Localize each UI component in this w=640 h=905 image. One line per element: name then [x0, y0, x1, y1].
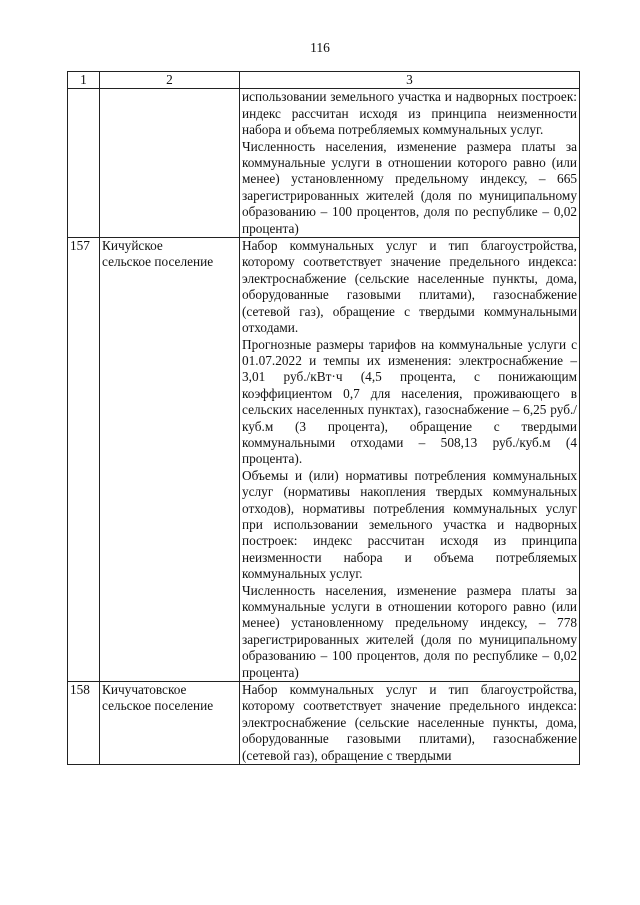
row-description-cell [240, 238, 580, 682]
description-paragraph: Набор коммунальных услуг и тип благоустройства, которому соответствует значение предельного индекса: электроснабжение (сельские населенные пункты, дома, оборудованные газовыми плитами), газоснабжение (сетевой газ), обращение с твердыми коммунальными отходами. [242, 238, 577, 336]
row-description-cell [240, 89, 580, 238]
description-paragraph: Объемы и (или) нормативы потребления коммунальных услуг (нормативы накопления твердых коммунальных отходов), нормативы потребления коммунальных услуг при использовании земельного участка и надворных построек: индекс рассчитан исходя из принципа неизменности набора и объема потребляемых коммунальных услуг. [242, 467, 577, 582]
table-row-158 [68, 682, 580, 765]
description-paragraph: Прогнозные размеры тарифов на коммунальные услуги с 01.07.2022 и темпы их изменения: электроснабжение – 3,01 руб./кВт·ч (4,5 процента, с понижающим коэффициентом 0,7 для населения, проживающего в сельских населенных пунктах), газоснабжение – 6,25 руб./куб.м (3 процента), обращение с твердыми коммунальными отходами – 508,13 руб./куб.м (4 процента). [242, 336, 577, 467]
row-number-cell: 158 [68, 682, 100, 765]
table-row-continuation [68, 89, 580, 238]
row-name-cell [100, 89, 240, 238]
column-header-2: 2 [100, 72, 240, 89]
column-header-1: 1 [68, 72, 100, 89]
settlement-type: сельское поселение [102, 254, 214, 270]
column-header-3: 3 [240, 72, 580, 89]
settlement-name: Кичучатовское [102, 682, 187, 698]
page-number: 116 [310, 40, 330, 55]
tariff-table [67, 71, 580, 765]
row-name-cell [100, 238, 240, 682]
settlement-type: сельское поселение [102, 698, 214, 714]
row-number-cell: 157 [68, 238, 100, 682]
header-row [68, 72, 580, 89]
description-paragraph: Численность населения, изменение размера платы за коммунальные услуги в отношении которого равно (или менее) установленному предельному индексу, – 778 зарегистрированных жителей (доля по муниципальному образованию – 100 процентов, доля по республике – 0,02 процента) [242, 582, 577, 680]
row-number-cell [68, 89, 100, 238]
settlement-name: Кичуйское [102, 238, 163, 254]
description-paragraph: использовании земельного участка и надворных построек: индекс рассчитан исходя из принципа неизменности набора и объема потребляемых коммунальных услуг. [242, 89, 577, 138]
description-paragraph: Набор коммунальных услуг и тип благоустройства, которому соответствует значение предельного индекса: электроснабжение (сельские населенные пункты, дома, оборудованные газовыми плитами), газоснабжение (сетевой газ), обращение с твердыми [242, 682, 577, 763]
description-paragraph: Численность населения, изменение размера платы за коммунальные услуги в отношении которого равно (или менее) установленному предельному индексу, – 665 зарегистрированных жителей (доля по муниципальному образованию – 100 процентов, доля по республике – 0,02 процента) [242, 138, 577, 236]
row-description-cell [240, 682, 580, 765]
row-name-cell [100, 682, 240, 765]
table-row-157 [68, 238, 580, 682]
